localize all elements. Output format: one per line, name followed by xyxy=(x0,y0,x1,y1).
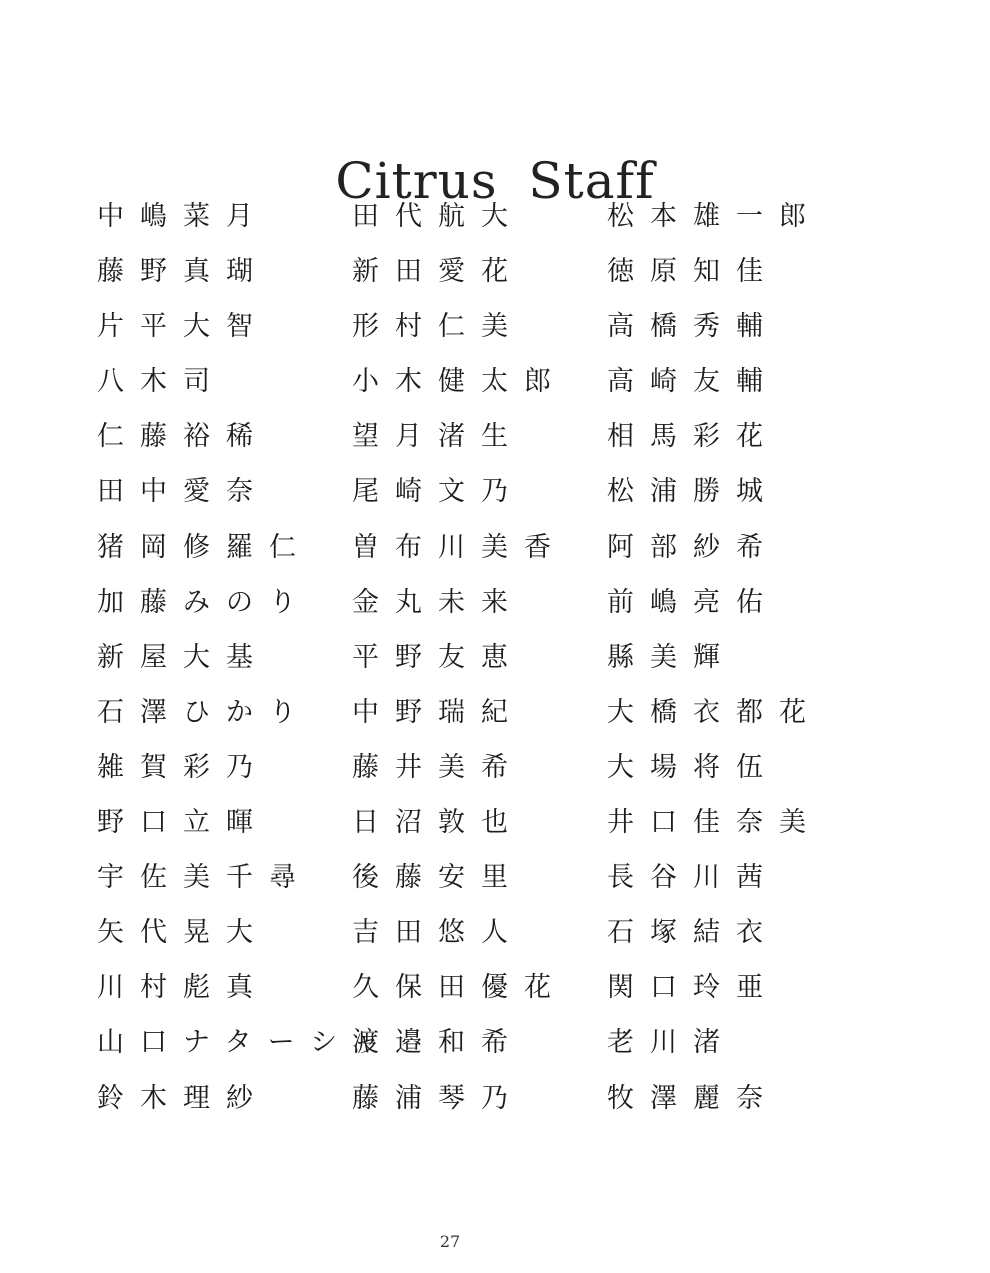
staff-name: 前嶋亮佑 xyxy=(607,586,779,618)
staff-column-1 xyxy=(97,197,396,1134)
staff-name: 鈴木理紗 xyxy=(97,1082,269,1114)
staff-name: 新田愛花 xyxy=(352,256,524,288)
staff-name: 徳原知佳 xyxy=(607,256,779,288)
staff-name: 藤野真瑚 xyxy=(97,256,269,288)
staff-name: 藤浦琴乃 xyxy=(352,1082,524,1114)
staff-name: 石塚結衣 xyxy=(607,917,779,949)
staff-name: 縣美輝 xyxy=(607,641,736,673)
page-title: Citrus Staff xyxy=(335,151,655,210)
staff-name: 渡邉和希 xyxy=(352,1027,524,1059)
staff-name: 平野友恵 xyxy=(352,641,524,673)
staff-name: 日沼敦也 xyxy=(352,807,524,839)
page-number: 27 xyxy=(439,1232,461,1251)
staff-name: 望月渚生 xyxy=(352,421,524,453)
staff-column-2 xyxy=(352,197,612,1134)
staff-name: 大場将伍 xyxy=(607,751,779,783)
staff-name: 曽布川美香 xyxy=(352,531,567,563)
staff-name: 野口立暉 xyxy=(97,807,269,839)
staff-name: 山口ナターシャ xyxy=(97,1027,396,1059)
staff-name: 関口玲亜 xyxy=(607,972,779,1004)
staff-name: 吉田悠人 xyxy=(352,917,524,949)
staff-name: 井口佳奈美 xyxy=(607,807,822,839)
staff-name: 猪岡修羅仁 xyxy=(97,531,312,563)
staff-name: 牧澤麗奈 xyxy=(607,1082,779,1114)
staff-name: 仁藤裕稀 xyxy=(97,421,269,453)
staff-name: 老川渚 xyxy=(607,1027,736,1059)
staff-name: 阿部紗希 xyxy=(607,531,779,563)
staff-name: 中野瑞紀 xyxy=(352,696,524,728)
staff-name: 加藤みのり xyxy=(97,586,312,618)
staff-name: 松浦勝城 xyxy=(607,476,779,508)
staff-name: 長谷川茜 xyxy=(607,862,779,894)
staff-name: 中嶋菜月 xyxy=(97,201,269,232)
staff-name: 小木健太郎 xyxy=(352,366,567,398)
staff-name: 石澤ひかり xyxy=(97,696,312,728)
staff-name: 松本雄一郎 xyxy=(607,201,822,232)
staff-name: 金丸未来 xyxy=(352,586,524,618)
staff-name: 雑賀彩乃 xyxy=(97,751,269,783)
staff-name: 尾崎文乃 xyxy=(352,476,524,508)
staff-name: 大橋衣都花 xyxy=(607,696,822,728)
staff-name: 高崎友輔 xyxy=(607,366,779,398)
staff-name: 矢代晃大 xyxy=(97,917,269,949)
staff-name: 片平大智 xyxy=(97,311,269,343)
staff-name: 川村彪真 xyxy=(97,972,269,1004)
staff-name: 後藤安里 xyxy=(352,862,524,894)
staff-column-3 xyxy=(607,197,867,1134)
staff-name: 田代航大 xyxy=(352,201,524,232)
staff-name: 新屋大基 xyxy=(97,641,269,673)
staff-name: 宇佐美千尋 xyxy=(97,862,312,894)
staff-name: 相馬彩花 xyxy=(607,421,779,453)
staff-name: 八木司 xyxy=(97,366,226,398)
staff-name: 高橋秀輔 xyxy=(607,311,779,343)
staff-name: 久保田優花 xyxy=(352,972,567,1004)
staff-name: 田中愛奈 xyxy=(97,476,269,508)
staff-name: 形村仁美 xyxy=(352,311,524,343)
staff-name: 藤井美希 xyxy=(352,751,524,783)
